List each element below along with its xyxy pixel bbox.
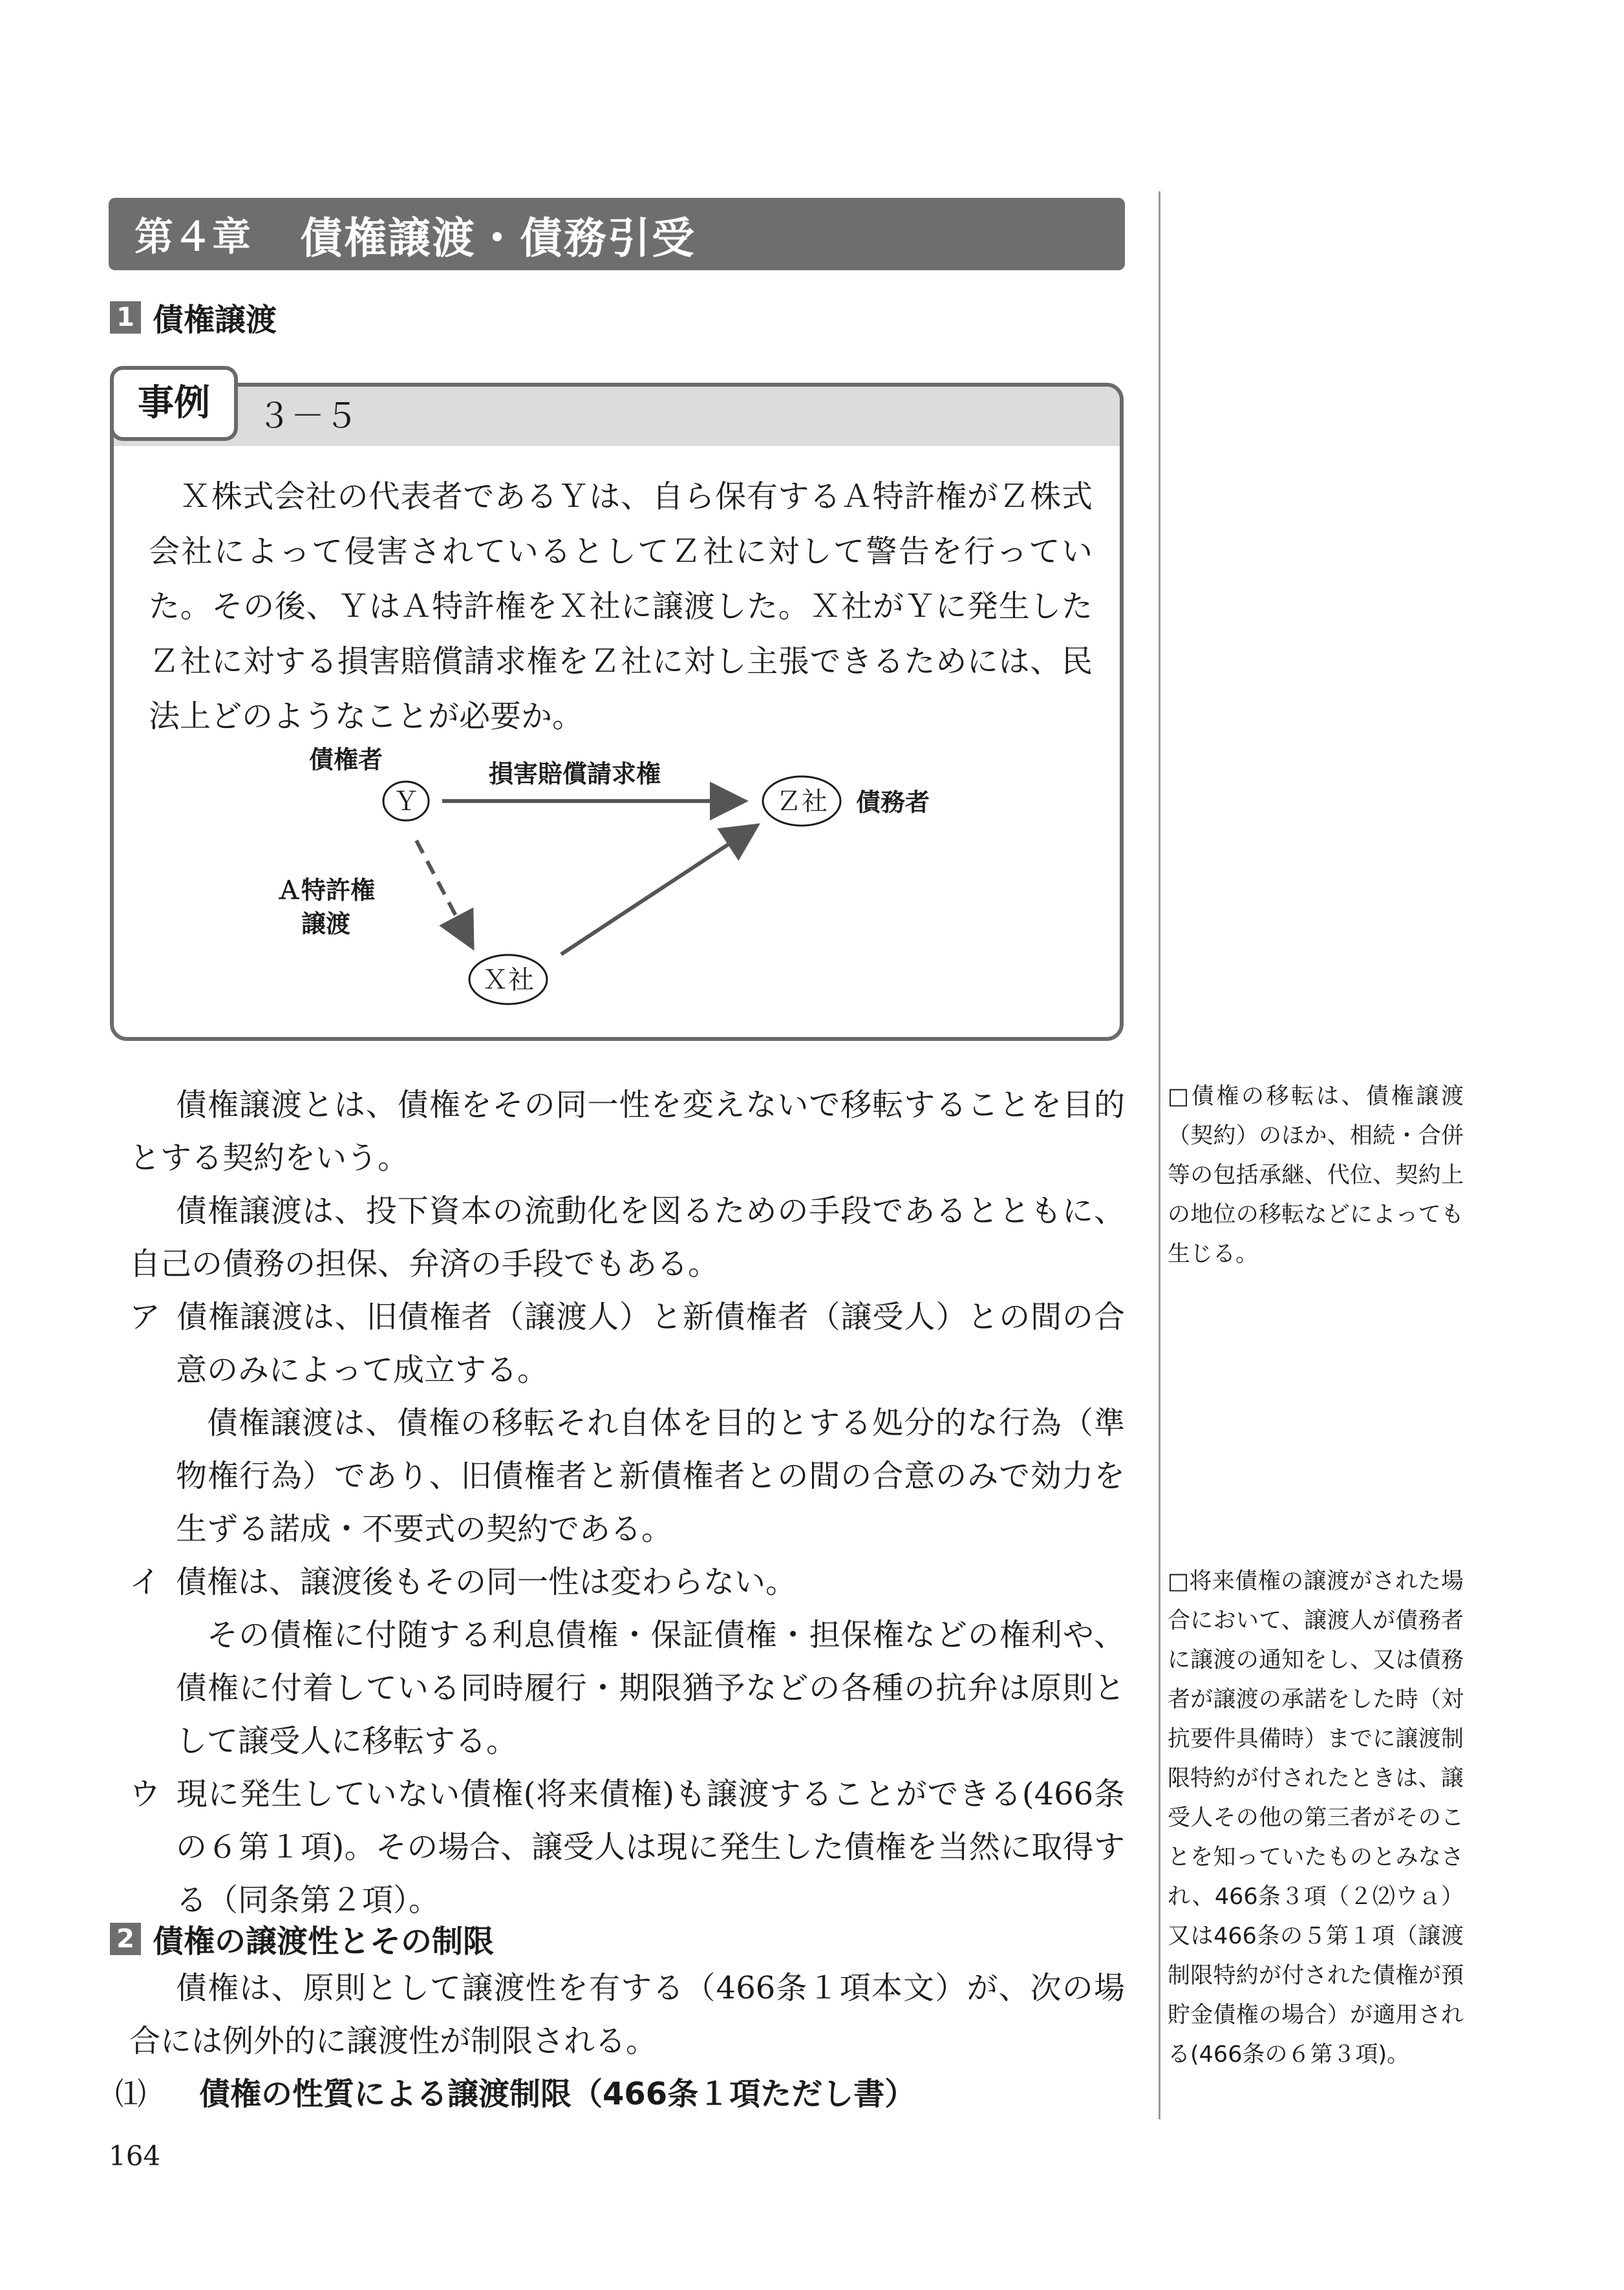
body-paragraph: 債権譲渡とは、債権をその同一性を変えないで移転することを目的とする契約をいう。 — [129, 1087, 1125, 1176]
main-body — [129, 1078, 1125, 1927]
list-item-i: イ 債権は、譲渡後もその同一性は変わらない。 — [129, 1564, 797, 1600]
section-number: 1 — [110, 301, 141, 334]
subsection-heading — [115, 2068, 915, 2121]
list-item-a-detail: 債権譲渡は、債権の移転それ自体を目的とする処分的な行為（準物権行為）であり、旧債権者と新債権者との間の合意のみで効力を生ずる諾成・不要式の契約である。 — [176, 1405, 1125, 1547]
transfer-label-1: Ａ特許権 — [276, 876, 376, 904]
case-question: Ｘ株式会社の代表者であるＹは、自ら保有するＡ特許権がＺ株式会社によって侵害されているとしてＺ社に対して警告を行っていた。その後、ＹはＡ特許権をＸ社に譲渡した。Ｘ社がＹに発生したＺ社に対する損害賠償請求権をＺ社に対し主張できるためには、民法上どのようなことが必要か。 — [149, 478, 1093, 734]
node-y-label: Ｙ — [393, 787, 419, 817]
transfer-label-2: 譲渡 — [301, 910, 351, 938]
section-title: 債権譲渡 — [153, 302, 277, 338]
list-item-u: ウ 現に発生していない債権(将来債権)も譲渡することができる(466条の６第１項)。その場合、譲受人は現に発生した債権を当然に取得する（同条第２項）。 — [129, 1776, 1125, 1918]
section-number: 2 — [110, 1923, 141, 1955]
side-note-2: □将来債権の譲渡がされた場合において、譲渡人が債務者に譲渡の通知をし、又は債務者が譲渡の承諾をした時（対抗要件具備時）までに譲渡制限特約が付されたときは、譲受人その他の第三者がそのことを知っていたものとみなされ、466条３項（２⑵ウａ）又は466条の５第１項（譲渡制限特約が付された債権が預貯金債権の場合）が適用される(466条の６第３項)。 — [1168, 1568, 1464, 2068]
section-heading-1 — [110, 295, 277, 339]
list-item-i-detail: その債権に付随する利息債権・保証債権・担保権などの権利や、債権に付着している同時履行・期限猶予などの各種の抗弁は原則として譲受人に移転する。 — [176, 1617, 1125, 1759]
body-paragraph: 債権譲渡は、投下資本の流動化を図るための手段であるとともに、自己の債務の担保、弁済の手段でもある。 — [129, 1193, 1125, 1282]
debtor-label: 債務者 — [856, 788, 930, 817]
page-number: 164 — [109, 2140, 161, 2172]
section-heading-2 — [110, 1916, 494, 1961]
section-title: 債権の譲渡性とその制限 — [153, 1923, 495, 1960]
subsection-title: 債権の性質による譲渡制限（466条１項ただし書） — [199, 2076, 916, 2112]
assertion-arrow — [561, 828, 754, 954]
column-divider — [1159, 191, 1160, 2119]
subsection-number: ⑴ — [115, 2076, 147, 2112]
creditor-label: 債権者 — [309, 745, 383, 774]
case-tab: 事例 — [110, 366, 238, 441]
section2-body — [129, 1962, 1125, 2068]
case-diagram — [114, 387, 1120, 1037]
case-box — [110, 383, 1124, 1041]
side-note-1: □債権の移転は、債権譲渡（契約）のほか、相続・合併等の包括承継、代位、契約上の地位の移転などによっても生じる。 — [1168, 1084, 1464, 1267]
case-number: ３－５ — [257, 397, 359, 436]
chapter-label: 第４章 — [134, 215, 251, 260]
list-item-a: ア 債権譲渡は、旧債権者（譲渡人）と新債権者（譲受人）との間の合意のみによって成立する。 — [129, 1299, 1125, 1388]
chapter-title: 債権譲渡・債務引受 — [300, 213, 696, 263]
chapter-banner — [109, 198, 1125, 270]
claim-label: 損害賠償請求権 — [489, 760, 661, 788]
transfer-arrow — [416, 840, 471, 944]
node-z-label: Ｚ社 — [776, 787, 828, 817]
node-x-label: Ｘ社 — [482, 965, 534, 995]
body-paragraph: 債権は、原則として譲渡性を有する（466条１項本文）が、次の場合には例外的に譲渡性が制限される。 — [129, 1970, 1125, 2059]
